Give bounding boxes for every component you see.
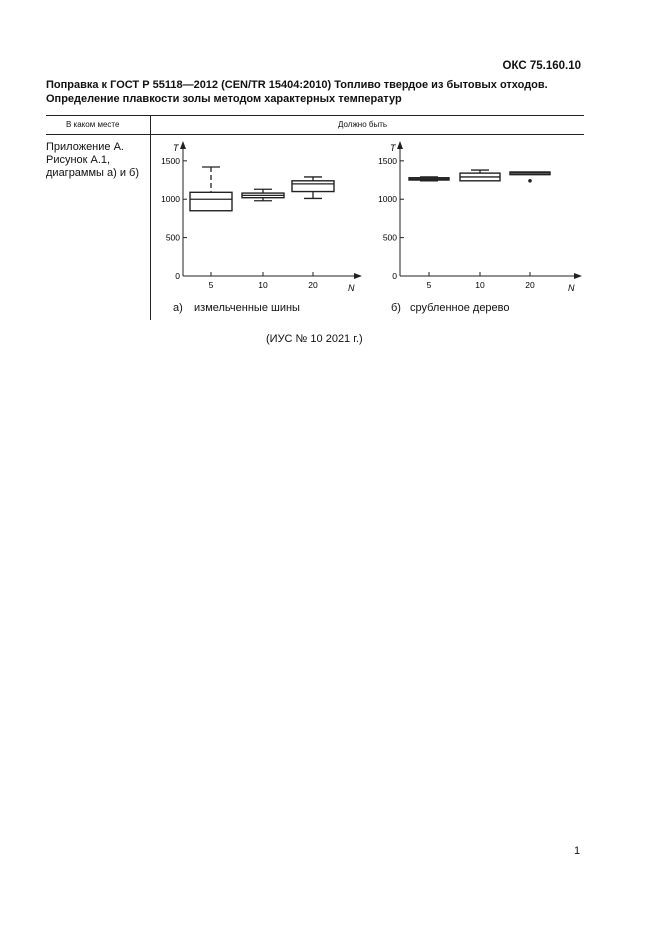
boxplot-chart-tires — [150, 135, 370, 295]
box-iqr — [292, 181, 334, 192]
caption-a-label: а) — [173, 302, 183, 314]
location-line: Приложение А. — [46, 141, 124, 153]
column-header-location: В каком месте — [66, 120, 120, 129]
page-number: 1 — [574, 845, 581, 857]
y-tick-label: 0 — [392, 271, 397, 281]
caption-b-label: б) — [391, 302, 401, 314]
x-tick-label: 10 — [258, 280, 268, 290]
y-axis-arrow — [397, 141, 403, 149]
outlier-point — [528, 179, 532, 183]
caption-b-text: срубленное дерево — [410, 302, 510, 314]
x-tick-label: 5 — [208, 280, 214, 290]
y-tick-label: 1000 — [161, 194, 180, 205]
y-tick-label: 500 — [382, 232, 397, 243]
y-tick-label: 1000 — [378, 194, 397, 205]
classification-code: ОКС 75.160.10 — [502, 60, 581, 72]
location-line: диаграммы а) и б) — [46, 167, 140, 179]
x-axis-arrow — [354, 273, 362, 279]
table-top-border — [46, 115, 584, 116]
x-tick-label: 10 — [475, 280, 485, 290]
x-tick-label: 20 — [308, 280, 318, 290]
box-iqr — [190, 192, 232, 210]
column-header-should-be: Должно быть — [338, 120, 388, 129]
chart-boxes — [190, 167, 334, 211]
y-tick-label: 1500 — [378, 155, 397, 166]
x-tick-label: 20 — [525, 280, 535, 290]
y-tick-label: 0 — [175, 271, 180, 281]
document-title-line-1: Поправка к ГОСТ Р 55118—2012 (CEN/TR 15404:2010) Топливо твердое из бытовых отходов. — [46, 79, 548, 91]
x-axis-arrow — [574, 273, 582, 279]
y-tick-label: 500 — [165, 232, 180, 243]
location-line: Рисунок А.1, — [46, 154, 111, 166]
document-title-line-2: Определение плавкости золы методом характерных температур — [46, 93, 402, 105]
chart-boxes — [409, 170, 550, 183]
x-axis-label: N — [568, 283, 575, 293]
publication-source: (ИУС № 10 2021 г.) — [266, 333, 363, 345]
x-tick-label: 5 — [426, 280, 432, 290]
boxplot-chart-wood — [370, 135, 590, 295]
x-axis-label: N — [348, 283, 355, 293]
location-cell — [46, 141, 146, 180]
chart-axes — [161, 141, 362, 293]
y-axis-label: T — [173, 143, 179, 153]
y-tick-label: 1500 — [161, 155, 180, 166]
caption-a-text: измельченные шины — [194, 302, 300, 314]
chart-axes — [378, 141, 582, 293]
y-axis-label: T — [390, 143, 396, 153]
y-axis-arrow — [180, 141, 186, 149]
